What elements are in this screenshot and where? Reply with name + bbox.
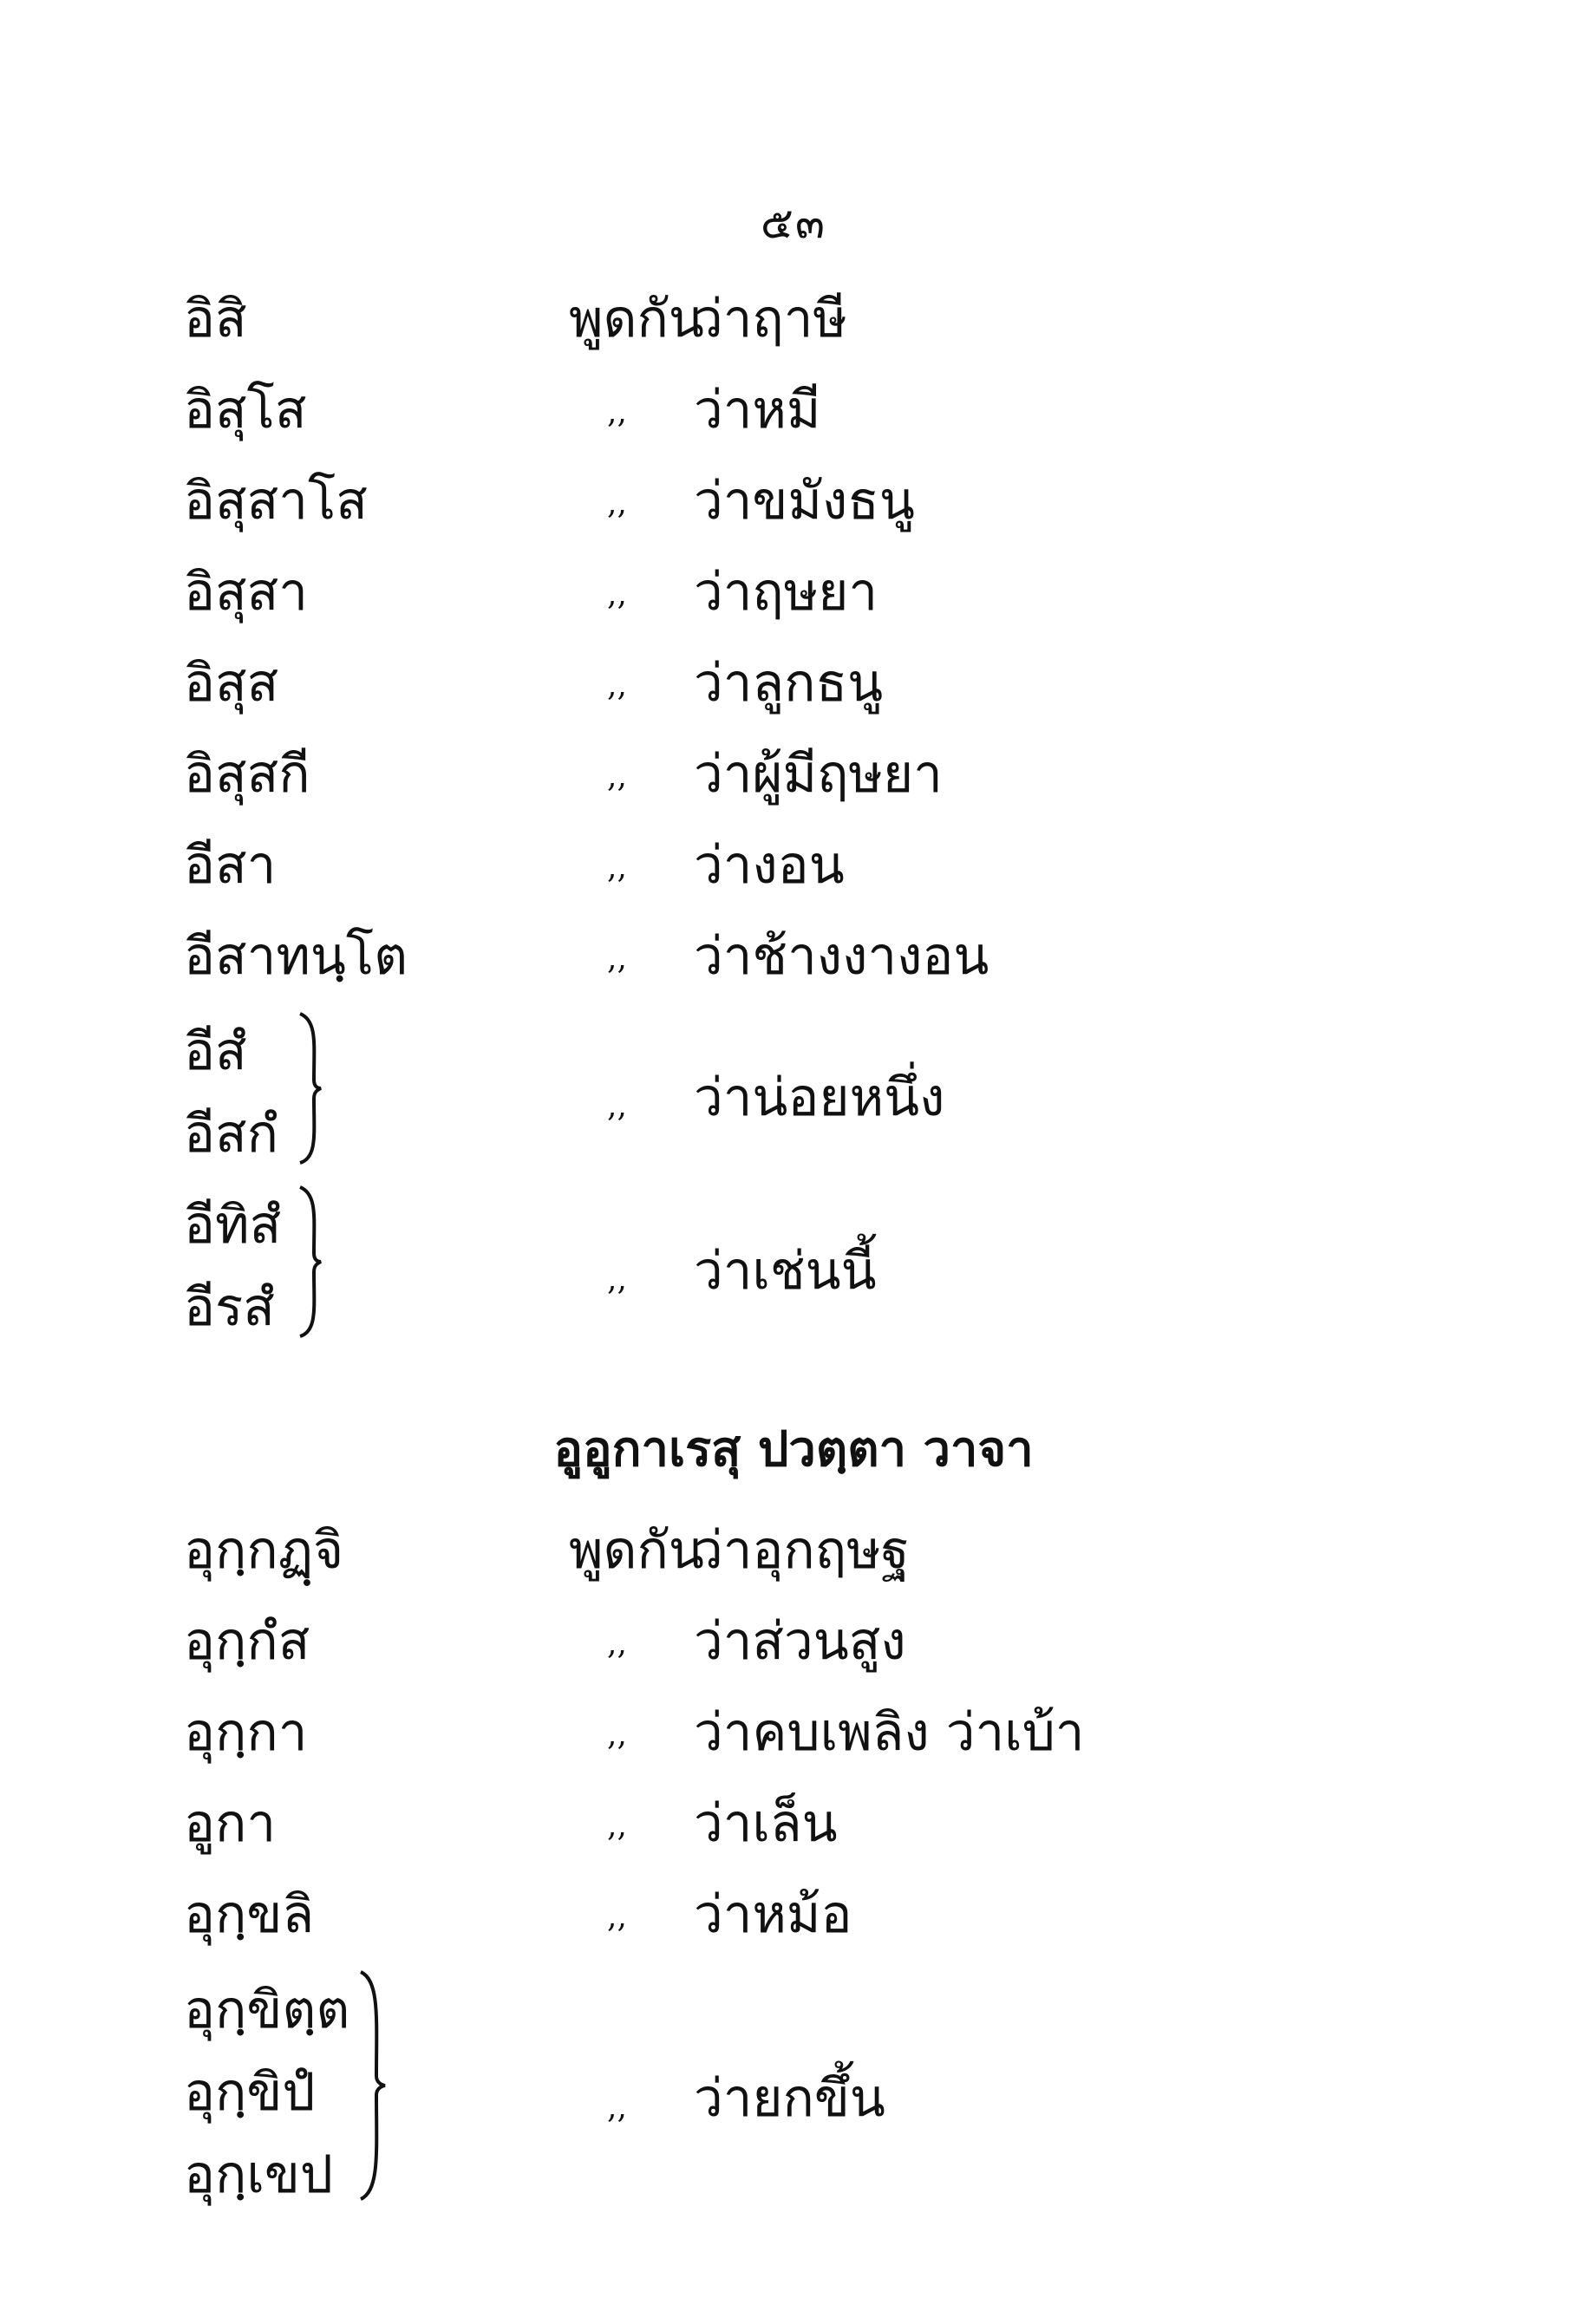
entry-gloss: ว่าลูกธนู [694,653,884,714]
ditto-mark: ,, [607,941,627,976]
ditto-mark: ,, [607,668,627,703]
section-heading: อูอูกาเรสุ ปวตฺตา วาจา [553,1420,1034,1478]
ditto-mark: ,, [607,395,627,430]
ditto-mark: ,, [607,1717,627,1753]
entry-gloss: ว่าหมี [694,380,821,441]
entry-term: อุกฺขิตฺต [184,1980,350,2040]
entry-gloss: ว่าเช่นนี้ [694,1241,877,1302]
entry-gloss: ว่าน่อยหนึ่ง [694,1067,945,1128]
entry-term: อุกฺขิปํ [184,2062,316,2123]
entry-term: อิสิ [184,289,247,349]
entry-term: อีทิสํ [184,1195,282,1256]
entry-lead: พูดกัน [569,289,704,349]
ditto-mark: ,, [607,850,627,885]
entry-term: อุกฺกา [184,1702,308,1763]
entry-term: อิสุส [184,653,279,714]
ditto-mark: ,, [607,1088,627,1124]
entry-gloss: ว่าหม้อ [694,1884,852,1945]
entry-gloss: ว่าฤษยา [694,562,878,623]
ditto-mark: ,, [607,1808,627,1844]
entry-gloss: ว่ายกขึ้น [694,2068,885,2129]
ditto-mark: ,, [607,577,627,612]
entry-term: อูกา [184,1793,277,1854]
entry-gloss: ว่าอุกฤษฐ [694,1520,910,1581]
entry-gloss: ว่าฤาษี [694,289,847,349]
entry-gloss: ว่าเล็น [694,1793,838,1854]
entry-term: อีรสํ [184,1277,275,1338]
entry-gloss: ว่าผู้มีฤษยา [694,744,943,805]
entry-term: อิสุโส [184,380,307,441]
ditto-mark: ,, [607,1626,627,1661]
entry-gloss: ว่าขมังธนู [694,471,915,532]
right-brace [295,1010,330,1166]
page-number: ๕๓ [760,198,827,248]
ditto-mark: ,, [607,486,627,521]
entry-term: อีสาทนฺโต [184,926,408,987]
entry-gloss: ว่าช้างงางอน [694,926,989,987]
entry-lead: พูดกัน [569,1520,704,1581]
entry-term: อุกฺขลิ [184,1884,315,1945]
entry-term: อิสุสาโส [184,471,368,532]
entry-term: อิสุสา [184,562,308,623]
ditto-mark: ,, [607,1262,627,1297]
entry-gloss: ว่าส่วนสูง [694,1611,906,1672]
ditto-mark: ,, [607,2090,627,2125]
ditto-mark: ,, [607,759,627,794]
entry-term: อีสํ [184,1022,247,1082]
entry-term: อุกฺกํส [184,1611,310,1672]
entry-gloss: ว่าคบเพลิง ว่าเบ้า [694,1702,1085,1763]
entry-term: อิสุสกี [184,744,310,805]
entry-term: อุกฺเขป [184,2144,333,2205]
ditto-mark: ,, [607,1899,627,1935]
entry-gloss: ว่างอน [694,835,845,896]
entry-term: อีสกํ [184,1104,278,1165]
right-brace [356,1968,394,2203]
entry-term: อีสา [184,835,277,896]
right-brace [295,1184,330,1340]
entry-term: อุกฺกฏฺจิ [184,1520,344,1581]
